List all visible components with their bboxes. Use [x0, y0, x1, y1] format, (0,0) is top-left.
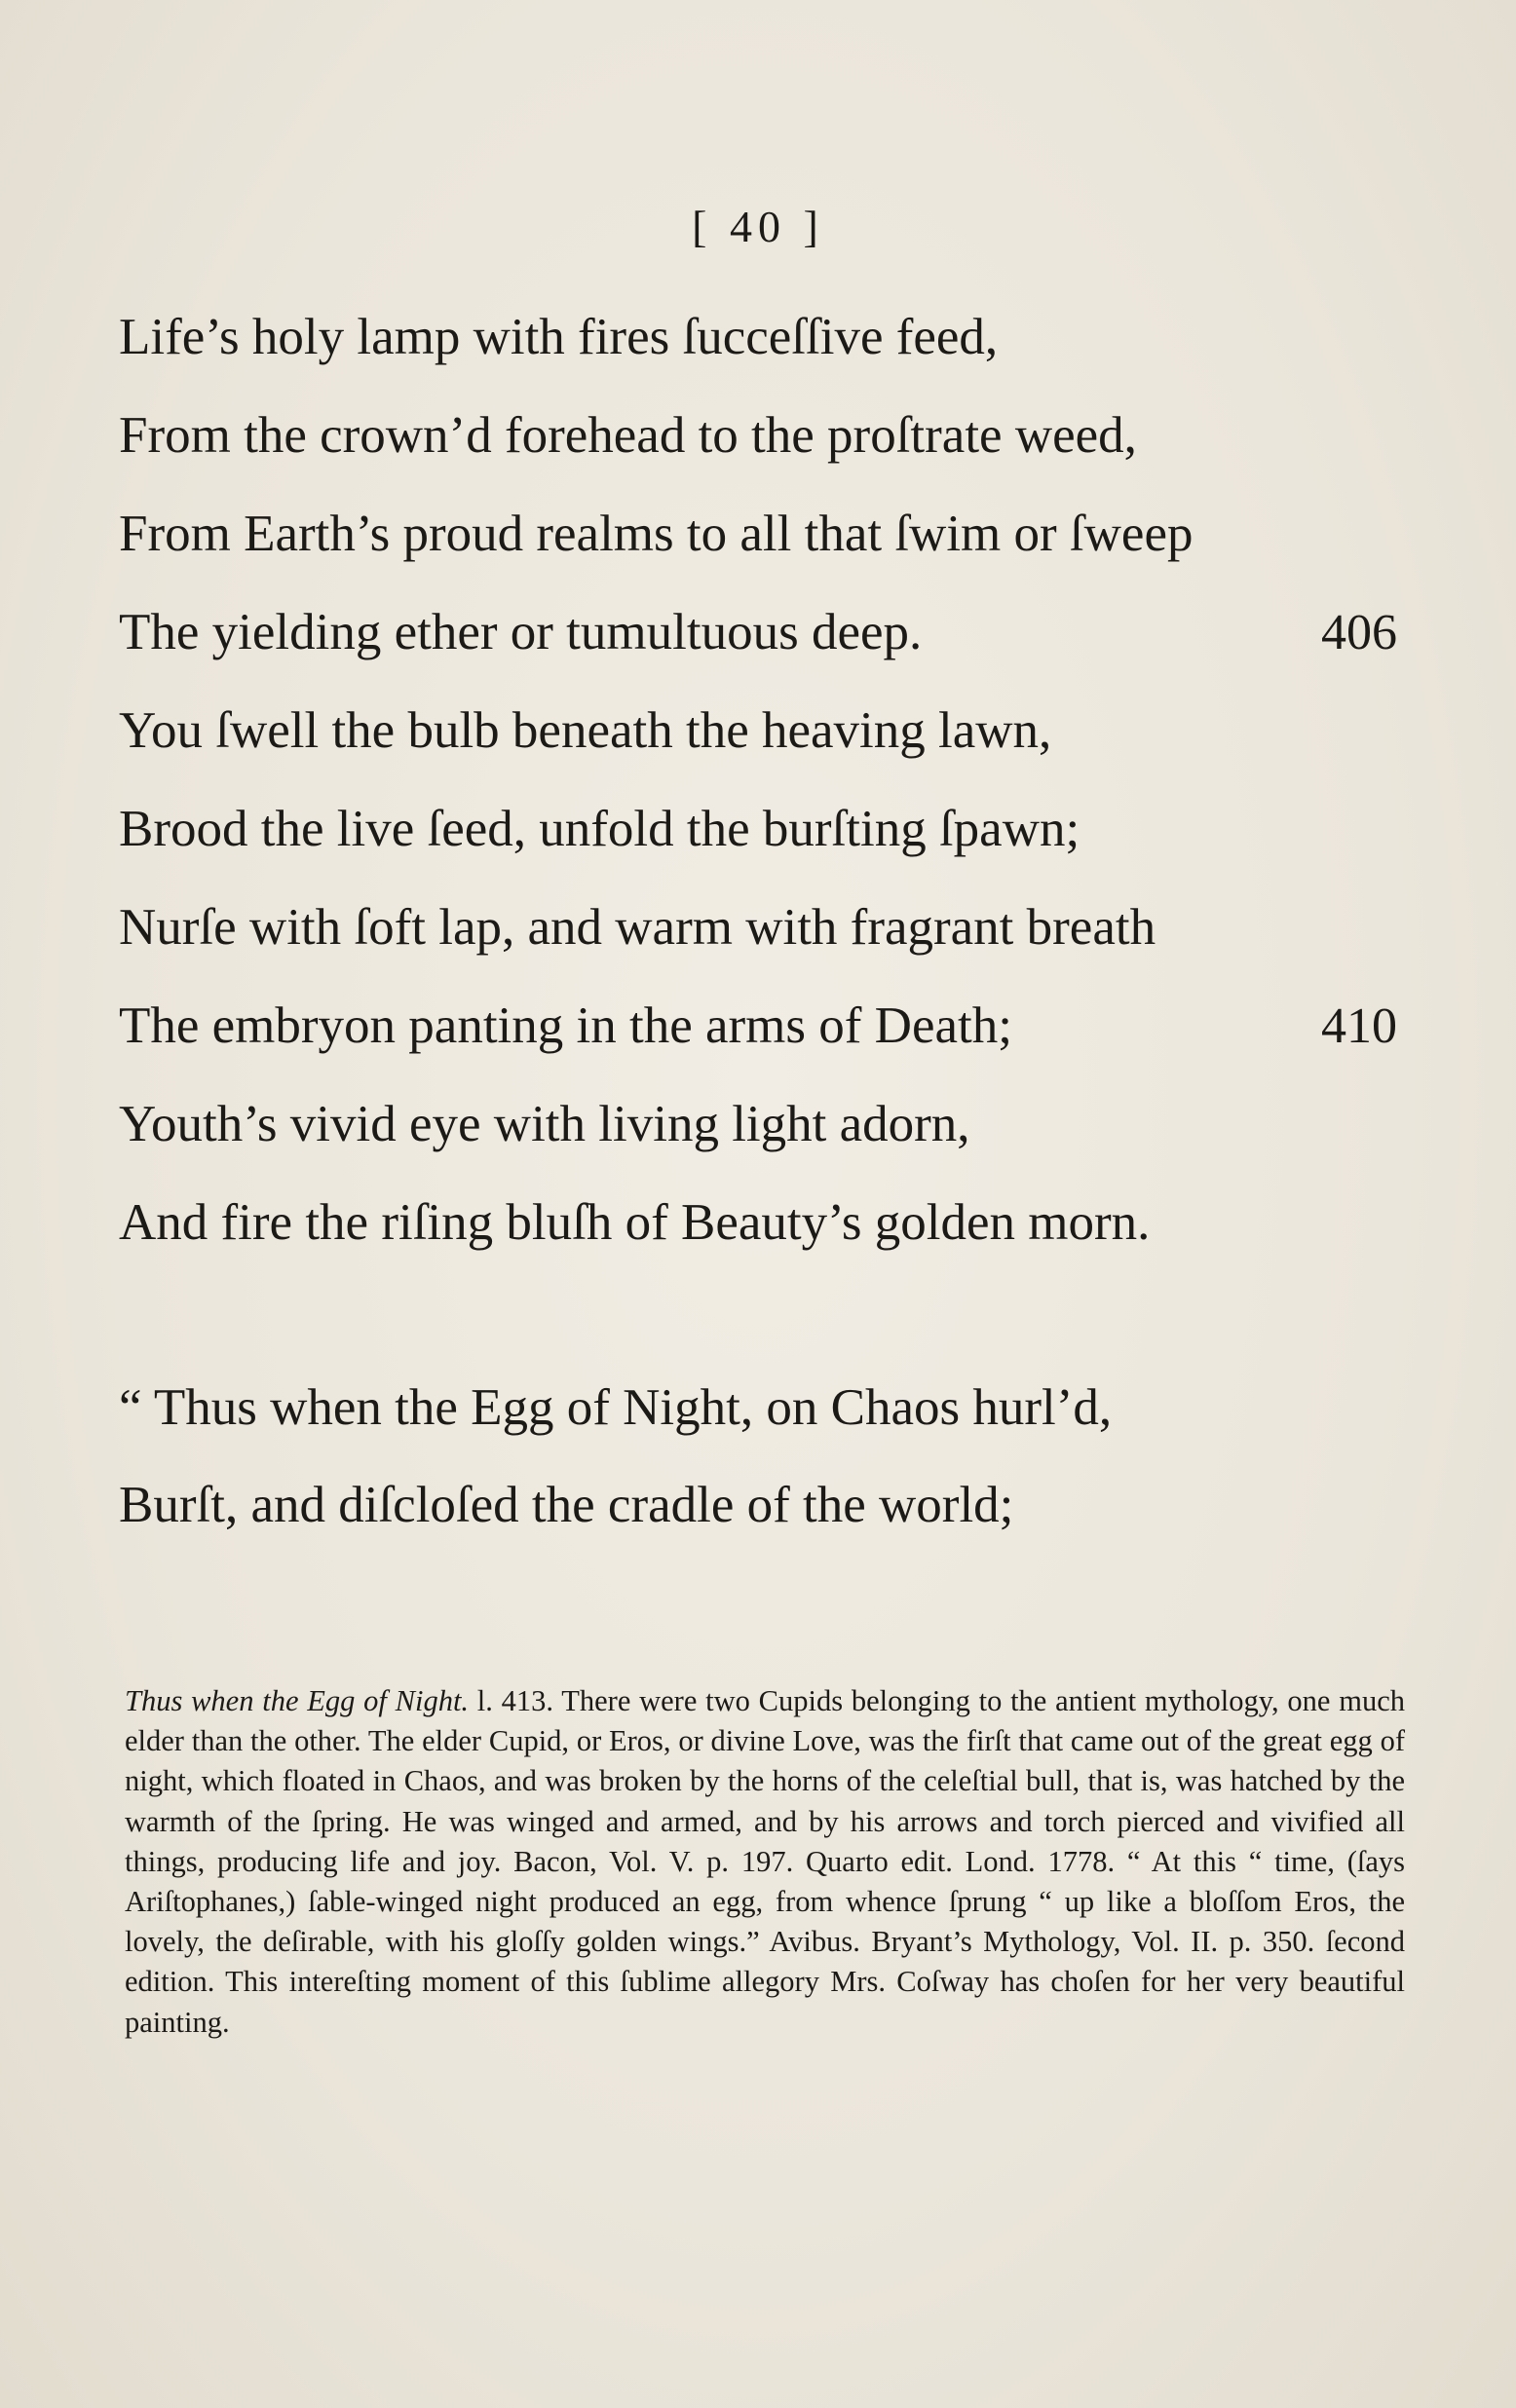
line-number: 406 [1321, 605, 1397, 660]
verse-line-text: You ſwell the bulb beneath the heaving lawn, [119, 702, 1052, 759]
verse-line-text: “ Thus when the Egg of Night, on Chaos hurl’d, [119, 1379, 1113, 1436]
page-number: [ 40 ] [692, 202, 824, 251]
verse-line-text: From Earth’s proud realms to all that ſwim or ſweep [119, 506, 1194, 562]
verse-line-text: And fire the riſing bluſh of Beauty’s golden morn. [119, 1194, 1151, 1251]
verse-line [119, 879, 1397, 977]
verse-line [119, 682, 1397, 780]
verse-line-text: The embryon panting in the arms of Death; [119, 997, 1012, 1054]
verse-line-text: Burſt, and diſcloſed the cradle of the world; [119, 1477, 1014, 1533]
verse-line [119, 387, 1397, 485]
verse-line-text: From the crown’d forehead to the proſtrate weed, [119, 407, 1137, 464]
verse-block-1 [119, 288, 1397, 1272]
verse-line-text: Nurſe with ſoft lap, and warm with fragrant breath [119, 899, 1156, 956]
verse-line [119, 977, 1397, 1075]
verse-line [119, 485, 1397, 583]
verse-line [119, 780, 1397, 879]
footnote [125, 1681, 1405, 2043]
verse-line [119, 1075, 1397, 1174]
verse-line [119, 1359, 1397, 1456]
verse-line-text: Youth’s vivid eye with living light adorn, [119, 1096, 970, 1152]
verse-block-2 [119, 1359, 1397, 1554]
verse-line [119, 583, 1397, 682]
verse-line-text: The yielding ether or tumultuous deep. [119, 604, 923, 660]
footnote-reference: Thus when the Egg of Night. [125, 1684, 470, 1717]
verse-line-text: Life’s holy lamp with fires ſucceſſive feed, [119, 309, 999, 365]
verse-line [119, 288, 1397, 387]
verse-line-text: Brood the live ſeed, unfold the burſting ſpawn; [119, 801, 1080, 857]
footnote-text: l. 413. There were two Cupids belonging to the antient mythology, one much elder than the other. The elder Cupid, or Eros, or divine Love, was the firſt that came out of the great egg of night, which floated in Chaos, and was broken by the horns of the celeſtial bull, that is, was hatched by the warmth of the ſpring. He was winged and armed, and by his arrows and torch pierced and vivified all things, producing life and joy. Bacon, Vol. V. p. 197. Quarto edit. Lond. 1778. “ At this “ time, (ſays Ariſtophanes,) ſable-winged night produced an egg, from whence ſprung “ up like a bloſſom Eros, the lovely, the deſirable, with his gloſſy golden wings.” Avibus. Bryant’s Mythology, Vol. II. p. 350. ſecond edition. This intereſting moment of this ſublime allegory Mrs. Coſway has choſen for her very beautiful painting. [125, 1684, 1405, 2039]
verse-line [119, 1456, 1397, 1554]
verse-line [119, 1174, 1397, 1272]
line-number: 410 [1321, 998, 1397, 1054]
